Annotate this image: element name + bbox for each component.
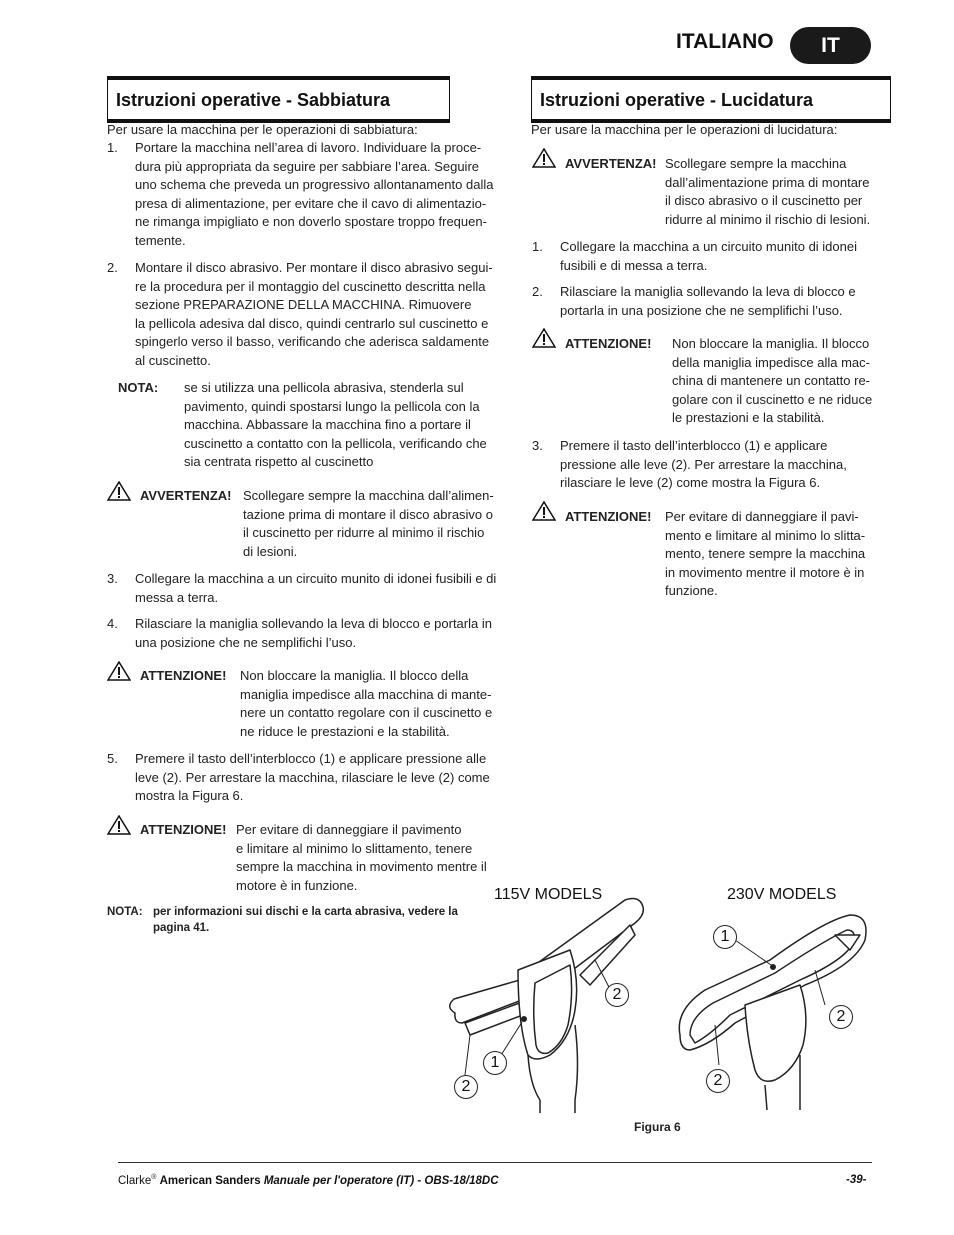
warning-triangle-icon [532, 148, 556, 168]
step-3-lucidatura: 3. Premere il tasto dell’interblocco (1) e applicare pressione alle leve (2). Per arrestare la macchina, rilasciare le leve (2) come mostra la Figura 6. [532, 438, 847, 491]
warning-text: Scollegare sempre la macchina dall’alimentazione prima di montare il disco abrasivo o il cuscinetto per ridurre al minimo il rischio di lesioni. [665, 156, 871, 227]
warning-text: Scollegare sempre la macchina dall’alimen- tazione prima di montare il disco abrasivo o il cuscinetto per ridurre al minimo il rischio di lesioni. [243, 488, 494, 559]
note-pellicola: NOTA: se si utilizza una pellicola abrasiva, stenderla sul pavimento, quindi spostarsi lungo la pellicola con la macchina. Abbassare la macchina fino a portare il cuscinetto a contatto con la pellicola, verificando che sia centrata rispetto al cuscinetto [118, 380, 487, 470]
caution-label: ATTENZIONE! [140, 668, 227, 683]
step-4-sabbiatura: 4. Rilasciare la maniglia sollevando la leva di blocco e portarla in una posizione che ne semplifichi l’uso. [107, 616, 492, 650]
callout-1: 1 [713, 925, 737, 949]
warning-triangle-icon [532, 328, 556, 348]
callout-2: 2 [706, 1069, 730, 1093]
caution-label: ATTENZIONE! [565, 509, 652, 524]
step-1-lucidatura: 1. Collegare la macchina a un circuito munito di idonei fusibili e di messa a terra. [532, 239, 857, 273]
model-115-label: 115V MODELS [494, 886, 603, 903]
section-title-lucidatura: Istruzioni operative - Lucidatura [531, 76, 891, 120]
warning-triangle-icon [107, 481, 131, 501]
caution-text: Non bloccare la maniglia. Il blocco della maniglia impedisce alla macchina di mante- nere un contatto regolare con il cuscinetto e ne riduce le prestazioni e la stabilità. [240, 668, 493, 739]
footer-text: Clarke® American Sanders Manuale per l'operatore (IT) - OBS-18/18DC [118, 1174, 499, 1187]
caution-text: Non bloccare la maniglia. Il blocco della maniglia impedisce alla mac- china di mantenere un contatto re- golare con il cuscinetto e ne riduce le prestazioni e la stabilità. [672, 336, 873, 426]
step-1-sabbiatura: 1. Portare la macchina nell’area di lavoro. Individuare la proce- dura più appropriata da seguire per sabbiare l’area. Seguire uno schema che preveda un progressivo allontanamento dalla presa di alimentazione, per evitare che il cavo di alimentazio- ne rimanga impigliato e non doverlo spostare troppo frequen- temente. [107, 140, 494, 248]
caution-label: ATTENZIONE! [140, 822, 227, 837]
step-2-sabbiatura: 2. Montare il disco abrasivo. Per montare il disco abrasivo segui- re la procedura per il montaggio del cuscinetto descritta nella sezione PREPARAZIONE DELLA MACCHINA. Rimuovere la pellicola adesiva dal disco, quindi centrarlo sul cuscinetto e spingerlo verso il basso, verificando che aderisca saldamente al cuscinetto. [107, 260, 493, 368]
language-badge: IT [790, 27, 871, 64]
intro-lucidatura: Per usare la macchina per le operazioni di lucidatura: [531, 122, 838, 137]
intro-sabbiatura: Per usare la macchina per le operazioni di sabbiatura: [107, 122, 418, 137]
callout-1: 1 [483, 1051, 507, 1075]
footer-divider [118, 1162, 872, 1163]
step-2-lucidatura: 2. Rilasciare la maniglia sollevando la leva di blocco e portarla in una posizione che ne semplifichi l’uso. [532, 284, 856, 318]
page-number: -39- [846, 1174, 867, 1186]
figure-caption: Figura 6 [634, 1120, 681, 1134]
warning-triangle-icon [107, 661, 131, 681]
callout-2: 2 [454, 1075, 478, 1099]
warning-triangle-icon [532, 501, 556, 521]
caution-text: Per evitare di danneggiare il pavi- mento e limitare al minimo lo slitta- mento, tenere sempre la macchina in movimento mentre il motore è in funzione. [665, 509, 866, 599]
section-title-sabbiatura: Istruzioni operative - Sabbiatura [107, 76, 450, 120]
note-dischi: NOTA: per informazioni sui dischi e la carta abrasiva, vedere la pagina 41. [107, 906, 458, 934]
step-3-sabbiatura: 3. Collegare la macchina a un circuito munito di idonei fusibili e di messa a terra. [107, 571, 497, 605]
warning-label: AVVERTENZA! [565, 156, 657, 171]
caution-label: ATTENZIONE! [565, 336, 652, 351]
callout-2: 2 [605, 983, 629, 1007]
warning-triangle-icon [107, 815, 131, 835]
model-230-label: 230V MODELS [727, 886, 837, 903]
step-5-sabbiatura: 5. Premere il tasto dell’interblocco (1) e applicare pressione alle leve (2). Per arrestare la macchina, rilasciare le leve (2) come mostra la Figura 6. [107, 751, 490, 804]
language-title: ITALIANO [676, 30, 774, 53]
callout-2: 2 [829, 1005, 853, 1029]
caution-text: Per evitare di danneggiare il pavimento e limitare al minimo lo slittamento, tenere sempre la macchina in movimento mentre il motore è in funzione. [236, 822, 487, 893]
warning-label: AVVERTENZA! [140, 488, 232, 503]
